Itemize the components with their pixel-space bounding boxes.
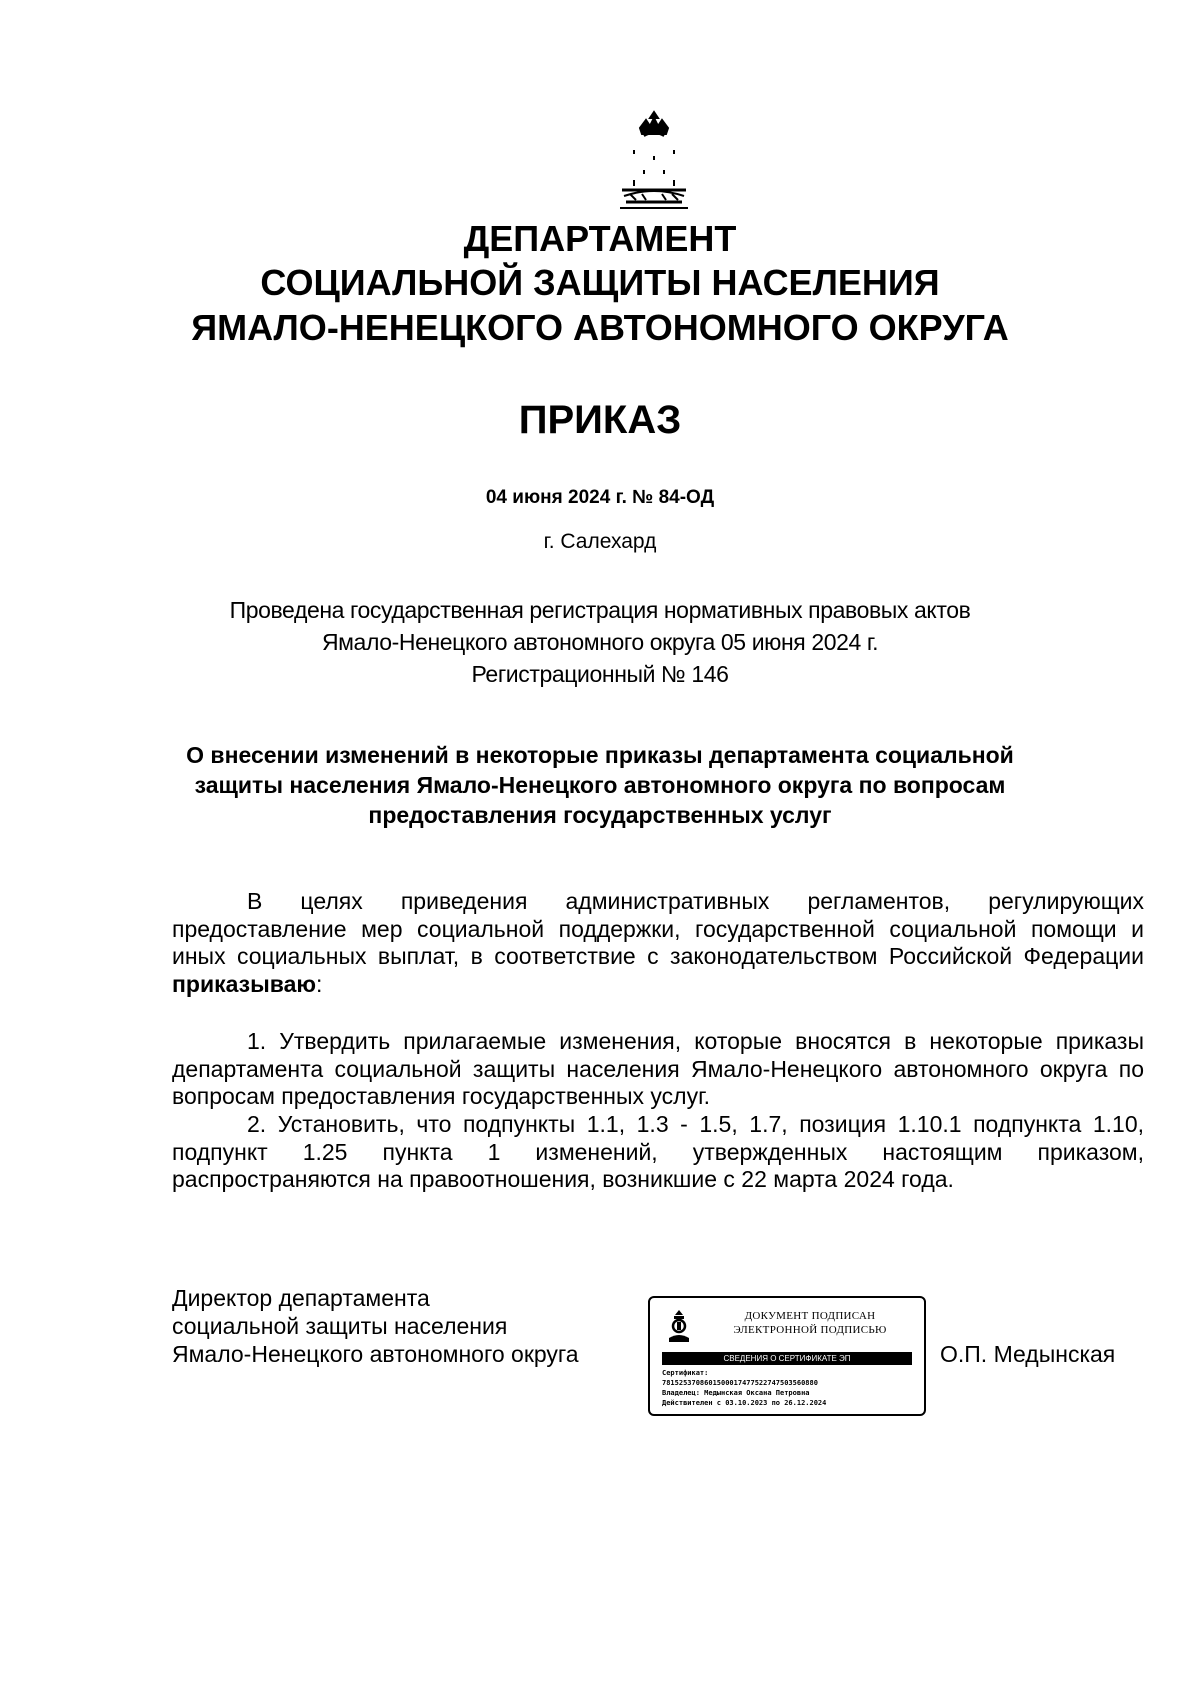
department-name-line-1: ДЕПАРТАМЕНТ bbox=[463, 218, 737, 259]
signatory-position-line-2: социальной защиты населения bbox=[172, 1313, 508, 1339]
order-item-1: 1. Утвердить прилагаемые изменения, которые вносятся в некоторые приказы департамента социальной защиты населения Ямало-Ненецкого автономного округа по вопросам предоставления государственных услуг. bbox=[172, 1028, 1144, 1109]
stamp-certificate-label: Сертификат: bbox=[662, 1369, 709, 1377]
order-subject-line-2: защиты населения Ямало-Ненецкого автономного округа по вопросам bbox=[194, 772, 1006, 798]
order-item-2: 2. Установить, что подпункты 1.1, 1.3 - 1.5, 1.7, позиция 1.10.1 подпункта 1.10, подпункт 1.25 пункта 1 изменений, утвержденных настоящим приказом, распространяются на правоотношения, возникшие с 22 марта 2024 года. bbox=[172, 1111, 1144, 1192]
preamble-paragraph bbox=[172, 888, 1144, 998]
signatory-position-line-3: Ямало-Ненецкого автономного округа bbox=[172, 1341, 579, 1367]
signatory-position-line-1: Директор департамента bbox=[172, 1285, 430, 1311]
stamp-heading-1: ДОКУМЕНТ ПОДПИСАН bbox=[744, 1310, 876, 1322]
stamp-emblem-icon bbox=[664, 1308, 694, 1344]
coat-of-arms-emblem bbox=[616, 110, 692, 216]
preamble-text: В целях приведения административных регламентов, регулирующих предоставление мер социальной поддержки, государственной социальной помощи и иных социальных выплат, в соответствие с законодательством Российской Федерации bbox=[172, 888, 1144, 969]
order-title: ПРИКАЗ bbox=[518, 398, 682, 442]
stamp-heading-2: ЭЛЕКТРОННОЙ ПОДПИСЬЮ bbox=[733, 1324, 887, 1336]
stamp-certificate-bar: СВЕДЕНИЯ О СЕРТИФИКАТЕ ЭП bbox=[662, 1352, 912, 1365]
registration-line-1: Проведена государственная регистрация нормативных правовых актов bbox=[229, 597, 971, 623]
stamp-certificate-number: 7815253708601500017477522747503560880 bbox=[662, 1379, 818, 1387]
order-subject-line-3: предоставления государственных услуг bbox=[368, 802, 832, 828]
order-city: г. Салехард bbox=[543, 530, 657, 553]
order-date-number: 04 июня 2024 г. № 84-ОД bbox=[485, 487, 715, 508]
preamble-colon: : bbox=[316, 970, 323, 997]
department-name-line-3: ЯМАЛО-НЕНЕЦКОГО АВТОНОМНОГО ОКРУГА bbox=[191, 307, 1009, 348]
department-name-line-2: СОЦИАЛЬНОЙ ЗАЩИТЫ НАСЕЛЕНИЯ bbox=[260, 262, 940, 303]
preamble-decree-word: приказываю bbox=[172, 970, 317, 997]
order-subject-line-1: О внесении изменений в некоторые приказы департамента социальной bbox=[186, 742, 1014, 768]
signatory-name: О.П. Медынская bbox=[940, 1341, 1116, 1367]
registration-line-2: Ямало-Ненецкого автономного округа 05 июня 2024 г. bbox=[321, 629, 879, 655]
stamp-validity: Действителен с 03.10.2023 по 26.12.2024 bbox=[662, 1399, 827, 1407]
stamp-owner: Владелец: Медынская Оксана Петровна bbox=[662, 1389, 810, 1397]
electronic-signature-stamp bbox=[648, 1296, 926, 1416]
registration-number: Регистрационный № 146 bbox=[471, 661, 729, 687]
